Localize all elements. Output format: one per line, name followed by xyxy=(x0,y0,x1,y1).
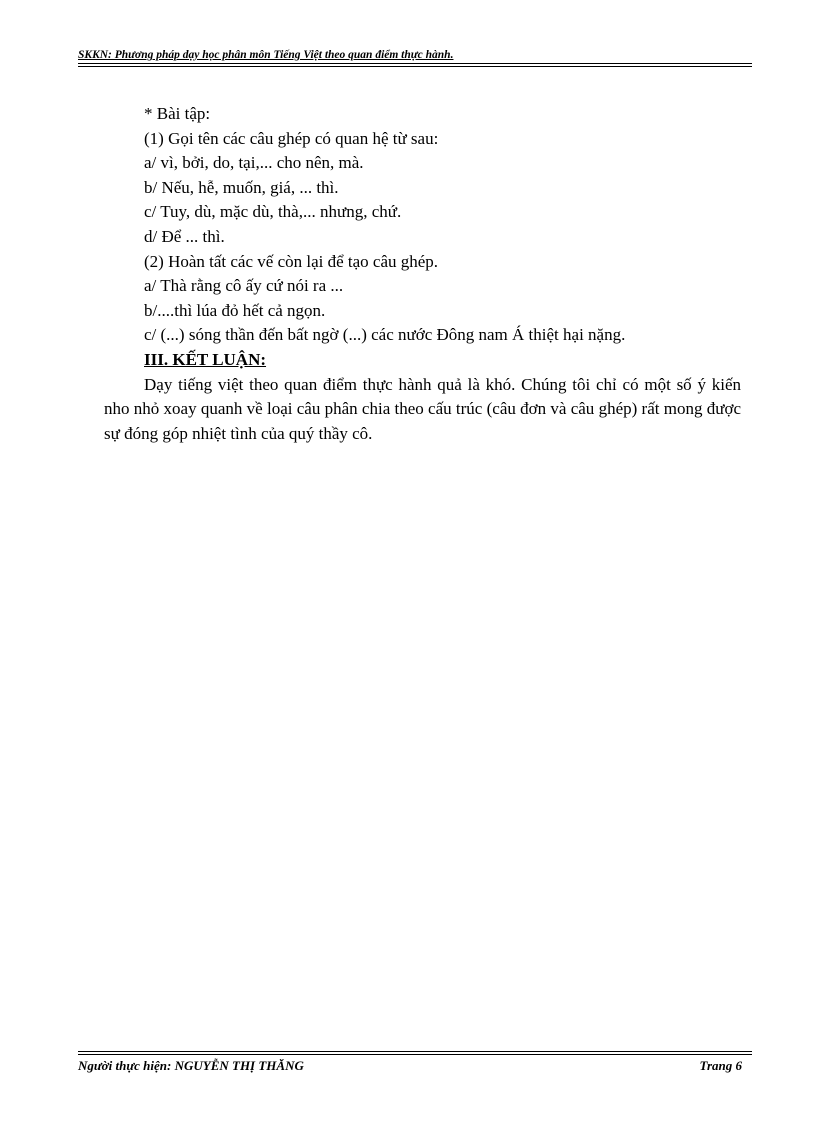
exercise-line: a/ Thà rằng cô ấy cứ nói ra ... xyxy=(144,276,344,296)
exercise-line: b/....thì lúa đỏ hết cả ngọn. xyxy=(144,300,326,320)
footer-rule-bottom xyxy=(78,1054,752,1055)
footer-rule-top xyxy=(78,1051,752,1052)
header-rule-bottom xyxy=(78,66,752,67)
conclusion-heading: III. KẾT LUẬN: xyxy=(144,349,267,369)
footer-page-number: Trang 6 xyxy=(699,1058,742,1073)
exercise-line: (2) Hoàn tất các vế còn lại để tạo câu ghép. xyxy=(144,251,439,271)
exercise-line: d/ Để ... thì. xyxy=(144,226,225,246)
footer-author: Người thực hiện: NGUYỄN THỊ THĂNG xyxy=(78,1058,304,1073)
page-header-title: SKKN: Phương pháp dạy học phân môn Tiếng Việt theo quan điểm thực hành. xyxy=(78,49,454,61)
exercise-line: c/ Tuy, dù, mặc dù, thà,... nhưng, chứ. xyxy=(144,202,402,222)
conclusion-paragraph: Dạy tiếng việt theo quan điểm thực hành quả là khó. Chúng tôi chỉ có một số ý kiến nho nhỏ xoay quanh về loại câu phân chia theo cấu trúc (câu đơn và câu ghép) rất mong được sự đóng góp nhiệt tình của quý thầy cô. xyxy=(104,374,741,443)
header-rule-top xyxy=(78,63,752,64)
exercise-line: a/ vì, bởi, do, tại,... cho nên, mà. xyxy=(144,153,364,173)
exercise-line: (1) Gọi tên các câu ghép có quan hệ từ sau: xyxy=(144,128,439,148)
exercise-line: c/ (...) sóng thần đến bất ngờ (...) các nước Đông nam Á thiệt hại nặng. xyxy=(144,325,626,345)
document-body xyxy=(104,102,741,446)
exercises-label: * Bài tập: xyxy=(144,104,211,123)
exercise-line: b/ Nếu, hễ, muốn, giá, ... thì. xyxy=(144,177,339,197)
